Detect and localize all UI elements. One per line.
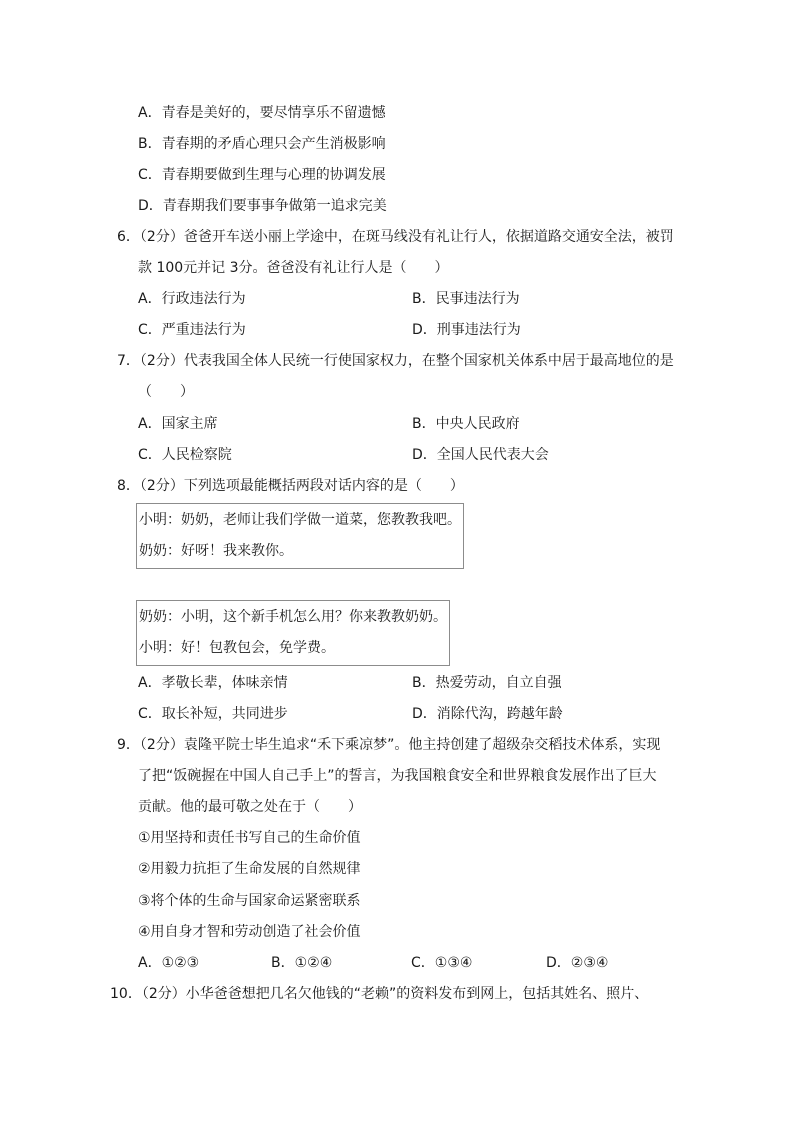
q6-option-d[interactable]: D．刑事违法行为 xyxy=(412,322,521,338)
q8-dialog1-line2: 奶奶：好呀！我来教你。 xyxy=(139,543,293,559)
q8-dialog-box-1 xyxy=(136,503,464,569)
q5-option-c[interactable]: C．青春期要做到生理与心理的协调发展 xyxy=(138,167,386,183)
q8-option-d[interactable]: D．消除代沟，跨越年龄 xyxy=(412,706,563,722)
q9-statement-2: ②用毅力抗拒了生命发展的自然规律 xyxy=(138,861,361,877)
q9-option-a[interactable]: A．①②③ xyxy=(138,955,200,971)
q5-option-b[interactable]: B．青春期的矛盾心理只会产生消极影响 xyxy=(138,136,386,152)
q9-stem-line3: 贡献。他的最可敬之处在于（ ） xyxy=(138,799,362,815)
q9-stem-line2: 了把“饭碗握在中国人自己手上”的誓言，为我国粮食安全和世界粮食发展作出了巨大 xyxy=(138,768,657,784)
q8-option-a[interactable]: A．孝敬长辈，体味亲情 xyxy=(138,675,288,691)
q6-option-c[interactable]: C．严重违法行为 xyxy=(138,322,246,338)
q8-dialog-box-2 xyxy=(136,600,450,666)
q6-stem-line2: 款 100元并记 3分。爸爸没有礼让行人是（ ） xyxy=(138,260,449,276)
q6-option-b[interactable]: B．民事违法行为 xyxy=(412,291,520,307)
q8-option-b[interactable]: B．热爱劳动，自立自强 xyxy=(412,675,562,691)
q7-option-a[interactable]: A．国家主席 xyxy=(138,416,218,432)
q6-option-a[interactable]: A．行政违法行为 xyxy=(138,291,246,307)
q9-statement-1: ①用坚持和责任书写自己的生命价值 xyxy=(138,830,361,846)
q8-option-c[interactable]: C．取长补短，共同进步 xyxy=(138,706,288,722)
q10-stem-line1: 10．（2分）小华爸爸想把几名欠他钱的“老赖”的资料发布到网上，包括其姓名、照片、 xyxy=(110,986,649,1002)
q9-option-c[interactable]: C．①③④ xyxy=(411,955,473,971)
q7-option-c[interactable]: C．人民检察院 xyxy=(138,447,232,463)
q5-option-d[interactable]: D．青春期我们要事事争做第一追求完美 xyxy=(138,198,387,214)
q9-stem-line1: 9．（2分）袁隆平院士毕生追求“禾下乘凉梦”。他主持创建了超级杂交稻技术体系，实现 xyxy=(117,737,661,753)
q7-stem-line1: 7．（2分）代表我国全体人民统一行使国家权力，在整个国家机关体系中居于最高地位的是 xyxy=(117,353,674,369)
q8-dialog2-line1: 奶奶：小明，这个新手机怎么用？你来教教奶奶。 xyxy=(139,609,447,625)
q9-statement-3: ③将个体的生命与国家命运紧密联系 xyxy=(138,893,361,909)
q5-option-a[interactable]: A．青春是美好的，要尽情享乐不留遗憾 xyxy=(138,105,386,121)
q9-statement-4: ④用自身才智和劳动创造了社会价值 xyxy=(138,924,361,940)
q9-option-d[interactable]: D．②③④ xyxy=(546,955,609,971)
q7-option-b[interactable]: B．中央人民政府 xyxy=(412,416,520,432)
q9-option-b[interactable]: B．①②④ xyxy=(271,955,333,971)
q8-dialog1-line1: 小明：奶奶，老师让我们学做一道菜，您教教我吧。 xyxy=(139,512,461,528)
q6-stem-line1: 6．（2分）爸爸开车送小丽上学途中，在斑马线没有礼让行人，依据道路交通安全法，被罚 xyxy=(117,229,674,245)
q8-stem: 8．（2分）下列选项最能概括两段对话内容的是（ ） xyxy=(117,478,464,494)
q7-stem-line2: （ ） xyxy=(138,384,194,400)
q8-dialog2-line2: 小明：好！包教包会，免学费。 xyxy=(139,640,335,656)
q7-option-d[interactable]: D．全国人民代表大会 xyxy=(412,447,549,463)
